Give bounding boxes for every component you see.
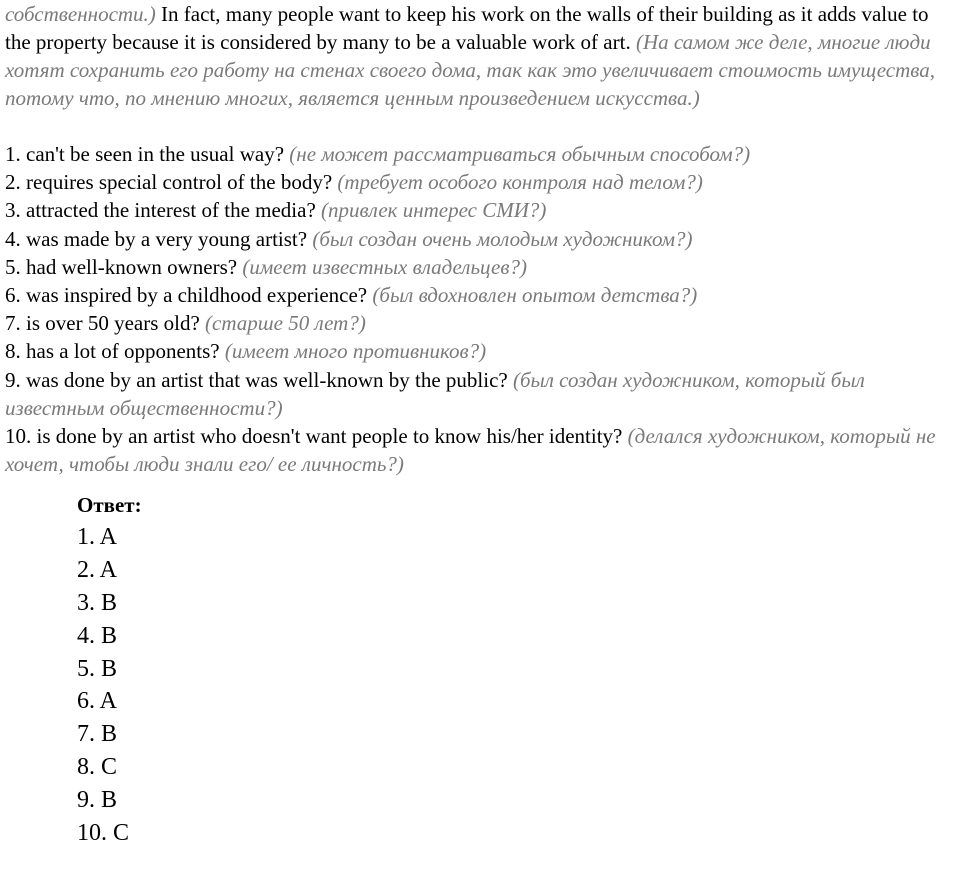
question-ru: (делался художником, который не хочет, чтобы люди знали его/ ее личность?) bbox=[5, 424, 936, 477]
question-en: 3. attracted the interest of the media? bbox=[5, 198, 316, 223]
question-en: 9. was done by an artist that was well-known by the public? bbox=[5, 367, 508, 392]
question-ru: (старше 50 лет?) bbox=[205, 311, 366, 336]
question-en: 7. is over 50 years old? bbox=[5, 311, 200, 336]
question-item bbox=[5, 196, 950, 224]
answer-item: 9. B bbox=[77, 786, 118, 813]
question-ru: (привлек интерес СМИ?) bbox=[321, 198, 547, 223]
question-ru: (требует особого контроля над телом?) bbox=[337, 170, 703, 195]
answer-item: 10. C bbox=[77, 819, 130, 846]
answer-item: 6. A bbox=[77, 688, 118, 715]
question-ru: (имеет известных владельцев?) bbox=[242, 254, 527, 279]
question-ru: (был создан художником, который был известным общественности?) bbox=[5, 367, 865, 420]
question-item bbox=[5, 253, 950, 281]
answer-item: 8. C bbox=[77, 754, 118, 781]
answer-item: 4. B bbox=[77, 622, 118, 649]
question-item bbox=[5, 422, 950, 478]
question-en: 6. was inspired by a childhood experience? bbox=[5, 283, 368, 308]
question-ru: (не может рассматриваться обычным способом?) bbox=[289, 142, 751, 166]
question-ru: (был создан очень молодым художником?) bbox=[312, 226, 693, 251]
question-item bbox=[5, 309, 950, 337]
intro-ru-lead: собственности.) bbox=[5, 2, 156, 26]
answer-item: 3. B bbox=[77, 590, 118, 617]
question-ru: (был вдохновлен опытом детства?) bbox=[372, 283, 698, 308]
question-en: 1. can't be seen in the usual way? bbox=[5, 142, 285, 166]
question-en: 5. had well-known owners? bbox=[5, 254, 238, 279]
answer-block bbox=[77, 491, 950, 849]
answer-item: 7. B bbox=[77, 721, 118, 748]
intro-en-text: In fact, many people want to keep his work on the walls of their building as it adds value to the property because it is considered by many to be a valuable work of art. bbox=[5, 2, 929, 54]
question-item bbox=[5, 140, 950, 168]
question-en: 4. was made by a very young artist? bbox=[5, 226, 308, 251]
intro-ru-text: (На самом же деле, многие люди хотят сохранить его работу на стенах своего дома, так как это увеличивает стоимость имущества, потому что, по мнению многих, является ценным произведением искусства.) bbox=[5, 30, 935, 110]
question-en: 10. is done by an artist who doesn't want people to know his/her identity? bbox=[5, 424, 623, 449]
question-item bbox=[5, 225, 950, 253]
answer-item: 1. A bbox=[77, 524, 118, 551]
question-list bbox=[5, 140, 950, 478]
question-item bbox=[5, 366, 950, 422]
question-en: 2. requires special control of the body? bbox=[5, 170, 333, 195]
intro-paragraph bbox=[5, 0, 950, 112]
question-en: 8. has a lot of opponents? bbox=[5, 339, 220, 364]
answer-title: Ответ: bbox=[77, 493, 142, 518]
question-item bbox=[5, 168, 950, 196]
answer-item: 2. A bbox=[77, 557, 118, 584]
question-item bbox=[5, 337, 950, 365]
question-ru: (имеет много противников?) bbox=[224, 339, 487, 364]
question-item bbox=[5, 281, 950, 309]
answer-item: 5. B bbox=[77, 655, 118, 682]
